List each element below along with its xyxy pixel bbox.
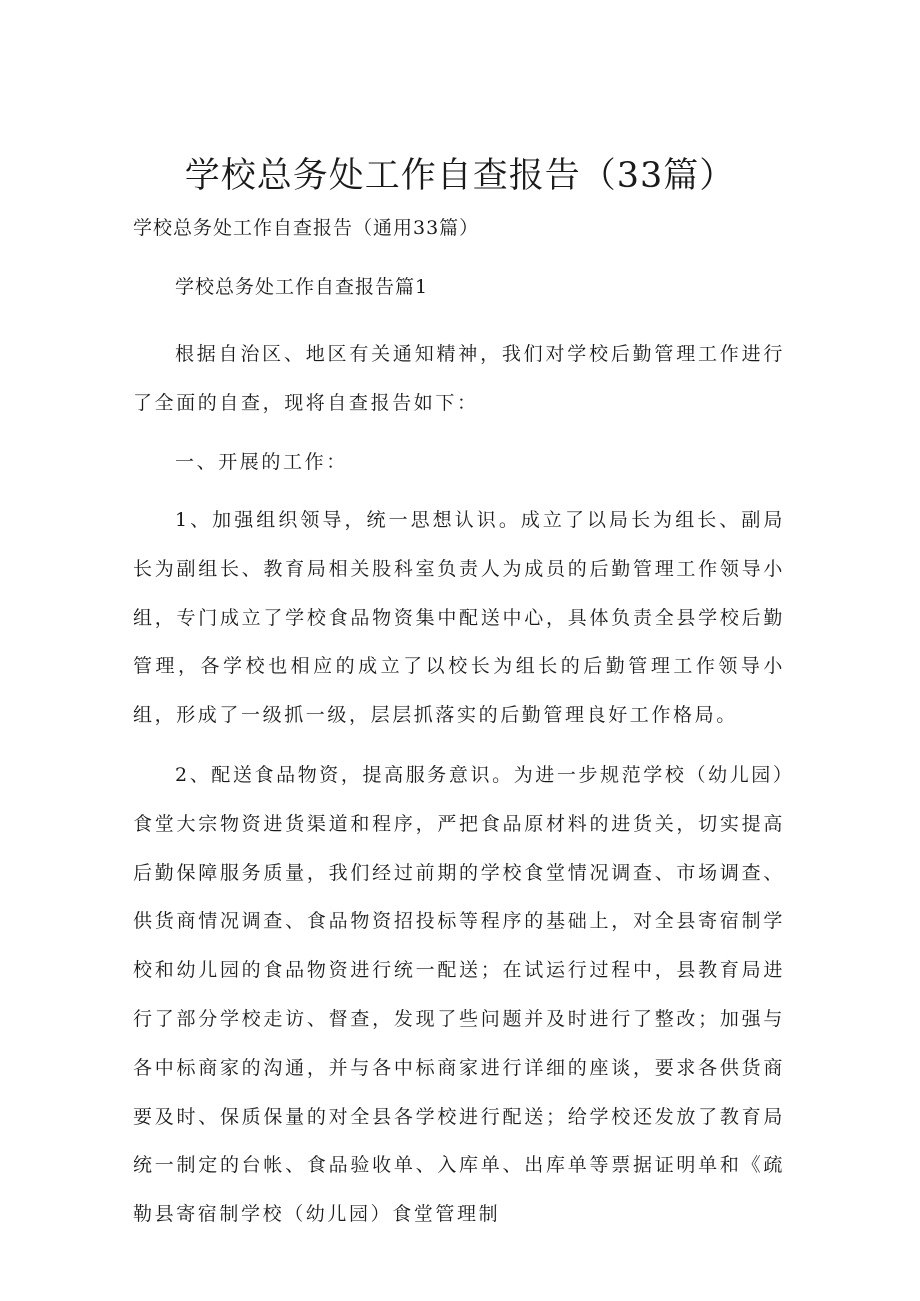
section-heading: 学校总务处工作自查报告篇1: [175, 276, 429, 298]
document-title: 学校总务处工作自查报告（33篇）: [184, 156, 736, 196]
paragraph-item-1: 1、加强组织领导，统一思想认识。成立了以局长为组长、副局长为副组长、教育局相关股科室负责人为成员的后勤管理工作领导小组，专门成立了学校食品物资集中配送中心，具体负责全县学校后勤管理，各学校也相应的成立了以校长为组长的后勤管理工作领导小组，形成了一级抓一级，层层抓落实的后勤管理良好工作格局。: [133, 509, 785, 727]
paragraph-item-2: 2、配送食品物资，提高服务意识。为进一步规范学校（幼儿园）食堂大宗物资进货渠道和程序，严把食品原材料的进货关，切实提高后勤保障服务质量，我们经过前期的学校食堂情况调查、市场调查、供货商情况调查、食品物资招投标等程序的基础上，对全县寄宿制学校和幼儿园的食品物资进行统一配送；在试运行过程中，县教育局进行了部分学校走访、督查，发现了些问题并及时进行了整改；加强与各中标商家的沟通，并与各中标商家进行详细的座谈，要求各供货商要及时、保质保量的对全县各学校进行配送；给学校还发放了教育局统一制定的台帐、食品验收单、入库单、出库单等票据证明单和《疏勒县寄宿制学校（幼儿园）食堂管理制: [133, 764, 785, 1226]
document-subtitle: 学校总务处工作自查报告（通用33篇）: [133, 217, 480, 239]
paragraph-heading-work: 一、开展的工作：: [175, 451, 348, 473]
paragraph-intro: 根据自治区、地区有关通知精神，我们对学校后勤管理工作进行了全面的自查，现将自查报告如下：: [133, 343, 785, 414]
